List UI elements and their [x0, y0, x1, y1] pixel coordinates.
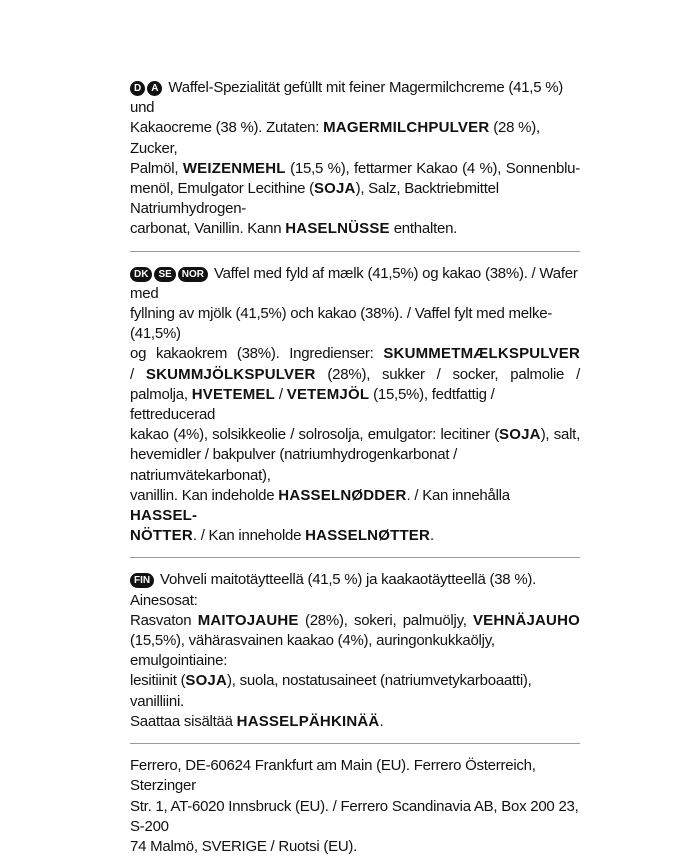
allergen: VETEMJÖL — [286, 385, 370, 403]
section-divider — [130, 557, 580, 558]
text-line: kakao (4%), solsikkeolie / solrosolja, emulgator: lecitiner (SOJA), salt, — [130, 426, 580, 444]
text-line: hevemidler / bakpulver (natriumhydrogenkarbonat / natriumvätekarbonat), — [130, 446, 458, 484]
text-line: Str. 1, AT-6020 Innsbruck (EU). / Ferrero Scandinavia AB, Box 200 23, S-200 — [130, 797, 579, 835]
text-line: lesitiinit (SOJA), suola, nostatusaineet (natriumvetykarboaatti), vanilliini. — [130, 672, 532, 710]
ingredients-fin — [130, 570, 580, 732]
text-line: palmolja, HVETEMEL / VETEMJÖL (15,5%), fedtfattig / fettreducerad — [130, 385, 495, 424]
text-line: fyllning av mjölk (41,5%) och kakao (38%). / Vaffel fylt med melke- (41,5%) — [130, 305, 553, 343]
text-line: Saattaa sisältää HASSELPÄHKINÄÄ. — [130, 712, 384, 730]
text-line: Kakaocreme (38 %). Zutaten: MAGERMILCHPULVER (28 %), Zucker, — [130, 119, 540, 157]
section-divider — [130, 743, 580, 744]
allergen: MAGERMILCHPULVER — [323, 119, 490, 137]
allergen: SKUMMETMÆLKSPULVER — [383, 345, 580, 363]
allergen: MAITOJAUHE — [197, 611, 299, 629]
text-line: vanillin. Kan indeholde HASSELNØDDER. / Kan innehålla HASSEL- — [130, 486, 510, 525]
flag-de: D — [130, 81, 145, 96]
text-line: FIN Vohveli maitotäytteellä (41,5 %) ja kaakaotäytteellä (38 %). Ainesosat: — [130, 571, 537, 609]
allergen: SOJA — [499, 426, 541, 444]
manufacturer-address — [130, 756, 580, 857]
text-line: / SKUMMJÖLKSPULVER (28%), sukker / socker, palmolie / — [130, 365, 580, 383]
allergen: HASSEL- — [130, 507, 198, 525]
allergen: HVETEMEL — [191, 385, 275, 403]
ingredients-dk-se-nor — [130, 264, 580, 547]
ingredient-label — [130, 78, 580, 857]
text-line: menöl, Emulgator Lecithine (SOJA), Salz, Backtriebmittel Natriumhydrogen- — [130, 180, 499, 218]
allergen: SOJA — [185, 672, 228, 690]
flag-at: A — [147, 81, 162, 96]
allergen: HASELNÜSSE — [285, 220, 390, 238]
allergen: VEHNÄJAUHO — [472, 611, 580, 629]
allergen: SKUMMJÖLKSPULVER — [145, 365, 316, 383]
allergen: HASSELNØTTER — [305, 527, 431, 545]
section-divider — [130, 251, 580, 252]
flag-nor: NOR — [178, 267, 208, 282]
flag-dk: DK — [130, 267, 152, 282]
text-line: DK SE NOR Vaffel med fyld af mælk (41,5%) og kakao (38%). / Wafer med — [130, 264, 578, 302]
text-line: D A Waffel-Spezialität gefüllt mit feiner Magermilchcreme (41,5 %) und — [130, 79, 564, 117]
allergen: HASSELNØDDER — [278, 486, 407, 504]
text-line: Rasvaton MAITOJAUHE (28%), sokeri, palmuöljy, VEHNÄJAUHO — [130, 611, 580, 629]
allergen: SOJA — [313, 180, 356, 198]
text-line: og kakaokrem (38%). Ingredienser: SKUMMETMÆLKSPULVER — [130, 345, 580, 363]
flag-fin: FIN — [130, 573, 154, 588]
text-line: Palmöl, WEIZENMEHL (15,5 %), fettarmer Kakao (4 %), Sonnenblu- — [130, 159, 580, 177]
allergen: HASSELPÄHKINÄÄ — [236, 712, 380, 730]
text-line: 74 Malmö, SVERIGE / Ruotsi (EU). — [130, 837, 358, 855]
text-line: NÖTTER. / Kan inneholde HASSELNØTTER. — [130, 527, 434, 545]
allergen: NÖTTER — [130, 527, 193, 545]
text-line: Ferrero, DE-60624 Frankfurt am Main (EU). Ferrero Österreich, Sterzinger — [130, 757, 536, 795]
text-line: carbonat, Vanillin. Kann HASELNÜSSE enthalten. — [130, 220, 458, 238]
ingredients-de-at — [130, 78, 580, 240]
allergen: WEIZENMEHL — [182, 159, 286, 177]
text-line: (15,5%), vähärasvainen kaakao (4%), auringonkukkaöljy, emulgointiaine: — [130, 632, 495, 670]
flag-se: SE — [154, 267, 175, 282]
